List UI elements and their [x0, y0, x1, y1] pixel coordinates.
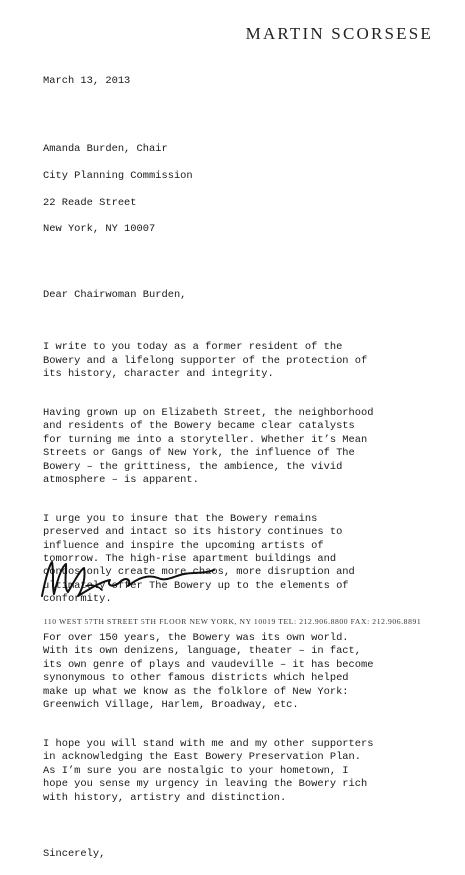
recipient-address: [43, 130, 443, 251]
paragraph-1: I write to you today as a former resident of the Bowery and a lifelong supporter of the protection of its history, character and integrity.: [43, 341, 368, 381]
handwritten-signature: [28, 556, 228, 602]
closing: Sincerely,: [43, 847, 106, 860]
recipient-city: New York, NY 10007: [43, 223, 156, 236]
paragraph-5: I hope you will stand with me and my other supporters in acknowledging the East Bowery Preservation Plan. As I’m sure you are nostalgic to your hometown, I hope you sense my urgency in leaving the Bowery rich with history, artistry and distinction.: [43, 737, 374, 804]
recipient-street: 22 Reade Street: [43, 196, 137, 209]
recipient-org: City Planning Commission: [43, 169, 193, 182]
paragraph-3: I urge you to insure that the Bowery remains preserved and intact so its history continues to influence and inspire the upcoming artists of tomorrow. The high-rise apartment buildings and condos only create more chaos, more disruption and ultimately offer The Bowery up to the elements of conformity.: [43, 512, 355, 606]
letterhead-name: MARTIN SCORSESE: [245, 24, 433, 43]
paragraph-4: For over 150 years, the Bowery was its own world. With its own denizens, language, theater – in fact, its own genre of plays and vaudeville – it has become synonymous to other famous districts which helped make up what we know as the folklore of New York: Greenwich Village, Harlem, Broadway, etc.: [43, 632, 374, 712]
letter-date: March 13, 2013: [43, 75, 131, 88]
recipient-name: Amanda Burden, Chair: [43, 143, 168, 156]
letter-body: [43, 62, 443, 875]
salutation: Dear Chairwoman Burden,: [43, 289, 187, 302]
letterhead-footer-address: 110 WEST 57TH STREET 5TH FLOOR NEW YORK, NY 10019 TEL: 212.906.8800 FAX: 212.906.8891: [43, 617, 422, 626]
paragraph-2: Having grown up on Elizabeth Street, the neighborhood and residents of the Bowery became clear catalysts for turning me into a storyteller. Whether it’s Mean Streets or Gangs of New York, the influence of The Bowery – the grittiness, the ambience, the vivid atmosphere – is apparent.: [43, 406, 374, 486]
